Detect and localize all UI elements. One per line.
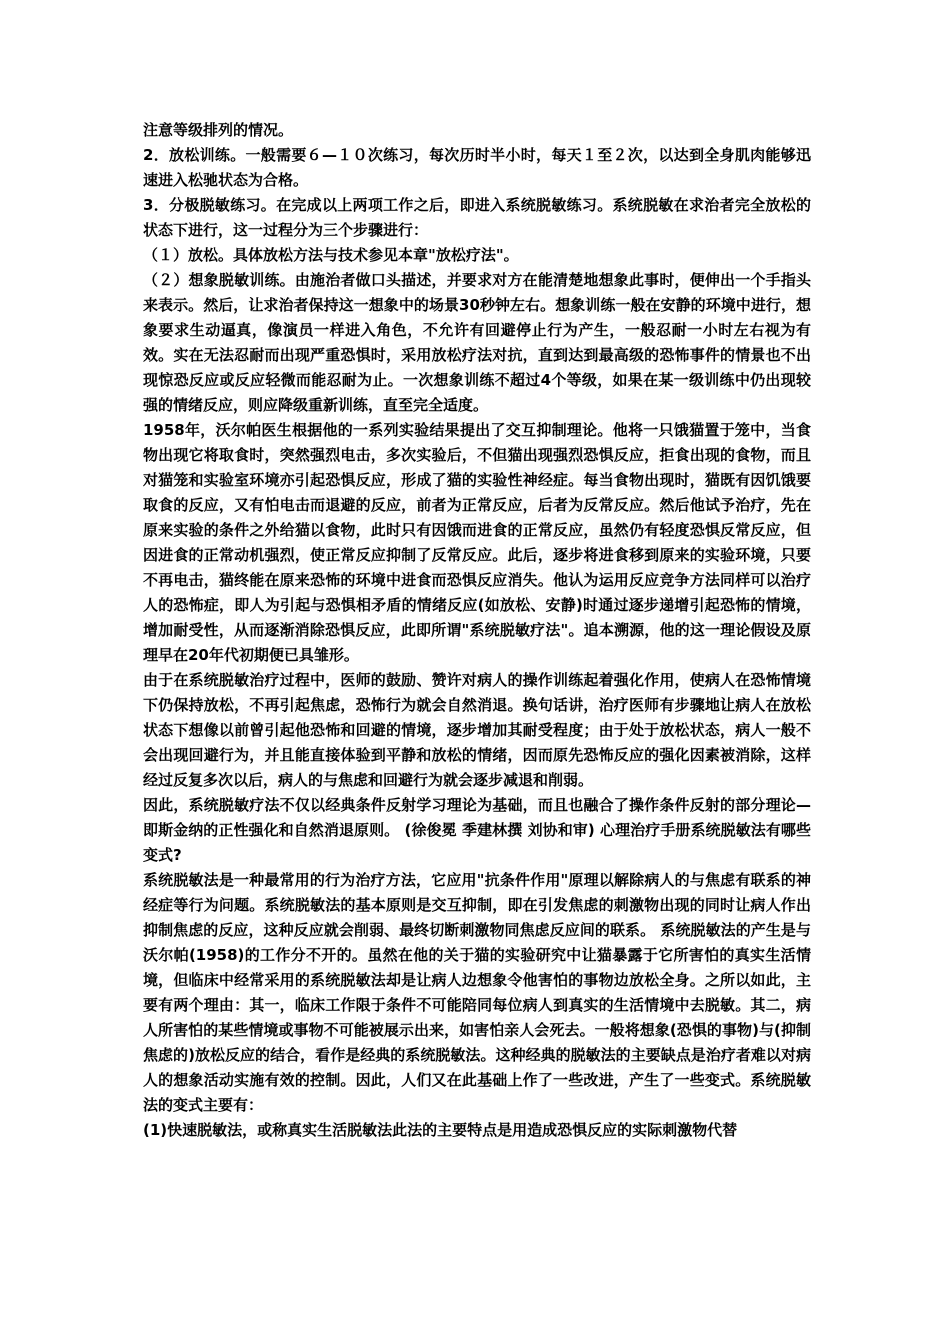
paragraph-step-imagination: （２）想象脱敏训练。由施治者做口头描述，并要求对方在能清楚地想象此事时，便伸出一个手指头来表示。然后，让求治者保持这一想象中的场景30秒钟左右。想象训练一般在安静的环境中进行，想象要求生动逼真，像演员一样进入角色，不允许有回避停止行为产生，一般忍耐一小时左右视为有效。实在无法忍耐而出现严重恐惧时，采用放松疗法对抗，直到达到最高级的恐怖事件的情景也不出现惊恐反应或反应轻微而能忍耐为止。一次想象训练不超过4个等级，如果在某一级训练中仍出现较强的情绪反应，则应降级重新训练，直至完全适度。 bbox=[143, 271, 811, 414]
paragraph-graded-desensitization: 3．分极脱敏练习。在完成以上两项工作之后，即进入系统脱敏练习。系统脱敏在求治者完全放松的状态下进行，这一过程分为三个步骤进行： bbox=[143, 196, 811, 239]
paragraph-grading-note: 注意等级排列的情况。 bbox=[143, 121, 294, 139]
paragraph-conclusion: 因此，系统脱敏疗法不仅以经典条件反射学习理论为基础，而且也融合了操作条件反射的部分理论—即斯金纳的正性强化和自然消退原则。 (徐俊冕 季建林撰 刘协和审) 心理治疗手册系统脱敏法有哪些变式? bbox=[143, 796, 811, 864]
paragraph-wolpe-experiment: 1958年，沃尔帕医生根据他的一系列实验结果提出了交互抑制理论。他将一只饿猫置于笼中，当食物出现它将取食时，突然强烈电击，多次实验后，不但猫出现强烈恐惧反应，拒食出现的食物，而且对猫笼和实验室环境亦引起恐惧反应，形成了猫的实验性神经症。每当食物出现时，猫既有因饥饿要取食的反应，又有怕电击而退避的反应，前者为正常反应，后者为反常反应。然后他试予治疗，先在原来实验的条件之外给猫以食物，此时只有因饿而进食的正常反应，虽然仍有轻度恐惧反常反应，但因进食的正常动机强烈，使正常反应抑制了反常反应。此后，逐步将进食移到原来的实验环境，只要不再电击，猫终能在原来恐怖的环境中进食而恐惧反应消失。他认为运用反应竞争方法同样可以治疗人的恐怖症，即人为引起与恐惧相矛盾的情绪反应(如放松、安静)时通过逐步递增引起恐怖的情境，增加耐受性，从而逐渐消除恐惧反应，此即所谓"系统脱敏疗法"。追本溯源，他的这一理论假设及原理早在20年代初期便已具雏形。 bbox=[143, 421, 811, 664]
paragraph-variants-intro: 系统脱敏法是一种最常用的行为治疗方法，它应用"抗条件作用"原理以解除病人的与焦虑有联系的神经症等行为问题。系统脱敏法的基本原则是交互抑制，即在引发焦虑的刺激物出现的同时让病人作出抑制焦虑的反应，这种反应就会削弱、最终切断刺激物同焦虑反应间的联系。 系统脱敏法的产生是与沃尔帕(1958)的工作分不开的。虽然在他的关于猫的实验研究中让猫暴露于它所害怕的真实生活情境，但临床中经常采用的系统脱敏法却是让病人边想象令他害怕的事物边放松全身。之所以如此，主要有两个理由：其一，临床工作限于条件不可能陪同每位病人到真实的生活情境中去脱敏。其二，病人所害怕的某些情境或事物不可能被展示出来，如害怕亲人会死去。一般将想象(恐惧的事物)与(抑制焦虑的)放松反应的结合，看作是经典的系统脱敏法。这种经典的脱敏法的主要缺点是治疗者难以对病人的想象活动实施有效的控制。因此，人们又在此基础上作了一些改进，产生了一些变式。系统脱敏法的变式主要有： bbox=[143, 871, 811, 1114]
document-body bbox=[143, 118, 811, 1143]
paragraph-step-relax: （１）放松。具体放松方法与技术参见本章"放松疗法"。 bbox=[143, 246, 519, 264]
paragraph-relaxation-training: 2．放松训练。一般需要６—１０次练习，每次历时半小时，每天１至２次，以达到全身肌肉能够迅速进入松驰状态为合格。 bbox=[143, 146, 811, 189]
paragraph-rapid-desensitization: (1)快速脱敏法，或称真实生活脱敏法此法的主要特点是用造成恐惧反应的实际刺激物代替 bbox=[143, 1121, 738, 1139]
paragraph-reinforcement: 由于在系统脱敏治疗过程中，医师的鼓励、赞许对病人的操作训练起着强化作用，使病人在恐怖情境下仍保持放松，不再引起焦虑，恐怖行为就会自然消退。换句话讲，治疗医师有步骤地让病人在放松状态下想像以前曾引起他恐怖和回避的情境，逐步增加其耐受程度；由于处于放松状态，病人一般不会出现回避行为，并且能直接体验到平静和放松的情绪，因而原先恐怖反应的强化因素被消除，这样经过反复多次以后，病人的与焦虑和回避行为就会逐步减退和削弱。 bbox=[143, 671, 811, 789]
